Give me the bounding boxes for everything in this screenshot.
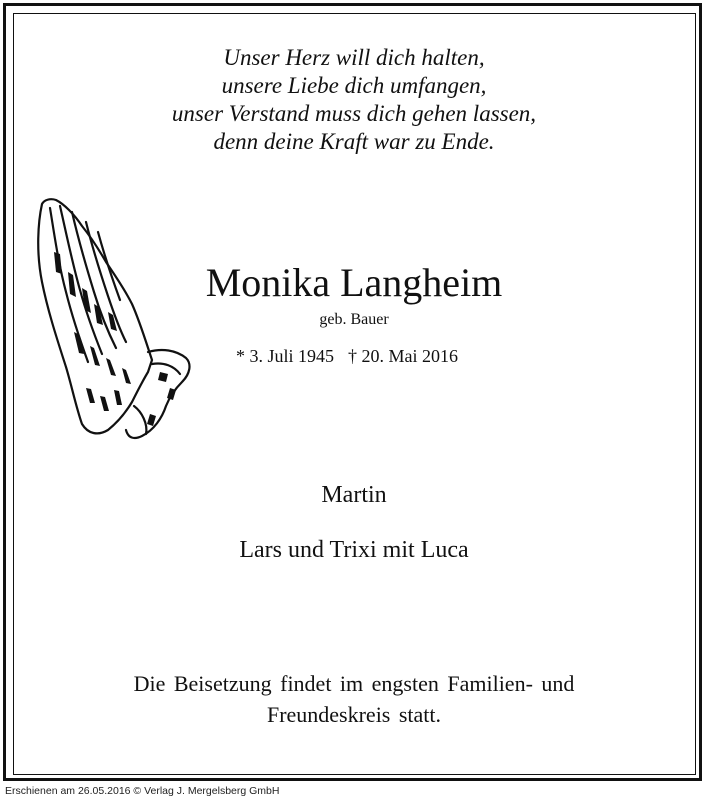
notice-line: Die Beisetzung findet im engsten Familien- und — [133, 671, 575, 696]
mourner-name: Lars und Trixi mit Luca — [239, 537, 469, 563]
mourner-name: Martin — [321, 482, 387, 508]
burial-notice — [0, 668, 708, 730]
poem-line: unser Verstand muss dich gehen lassen, — [171, 101, 537, 126]
life-dates — [236, 345, 536, 367]
poem-line: unsere Liebe dich umfangen, — [221, 73, 487, 98]
death-date: † 20. Mai 2016 — [348, 346, 459, 366]
deceased-name: Monika Langheim — [205, 260, 503, 305]
maiden-name: geb. Bauer — [319, 311, 389, 328]
poem-line: Unser Herz will dich halten, — [223, 45, 485, 70]
publication-footer: Erschienen am 26.05.2016 © Verlag J. Mergelsberg GmbH — [5, 785, 280, 797]
poem-line: denn deine Kraft war zu Ende. — [213, 129, 495, 154]
notice-line: Freundeskreis statt. — [266, 702, 442, 727]
poem — [0, 44, 708, 156]
birth-date: * 3. Juli 1945 — [236, 346, 335, 366]
